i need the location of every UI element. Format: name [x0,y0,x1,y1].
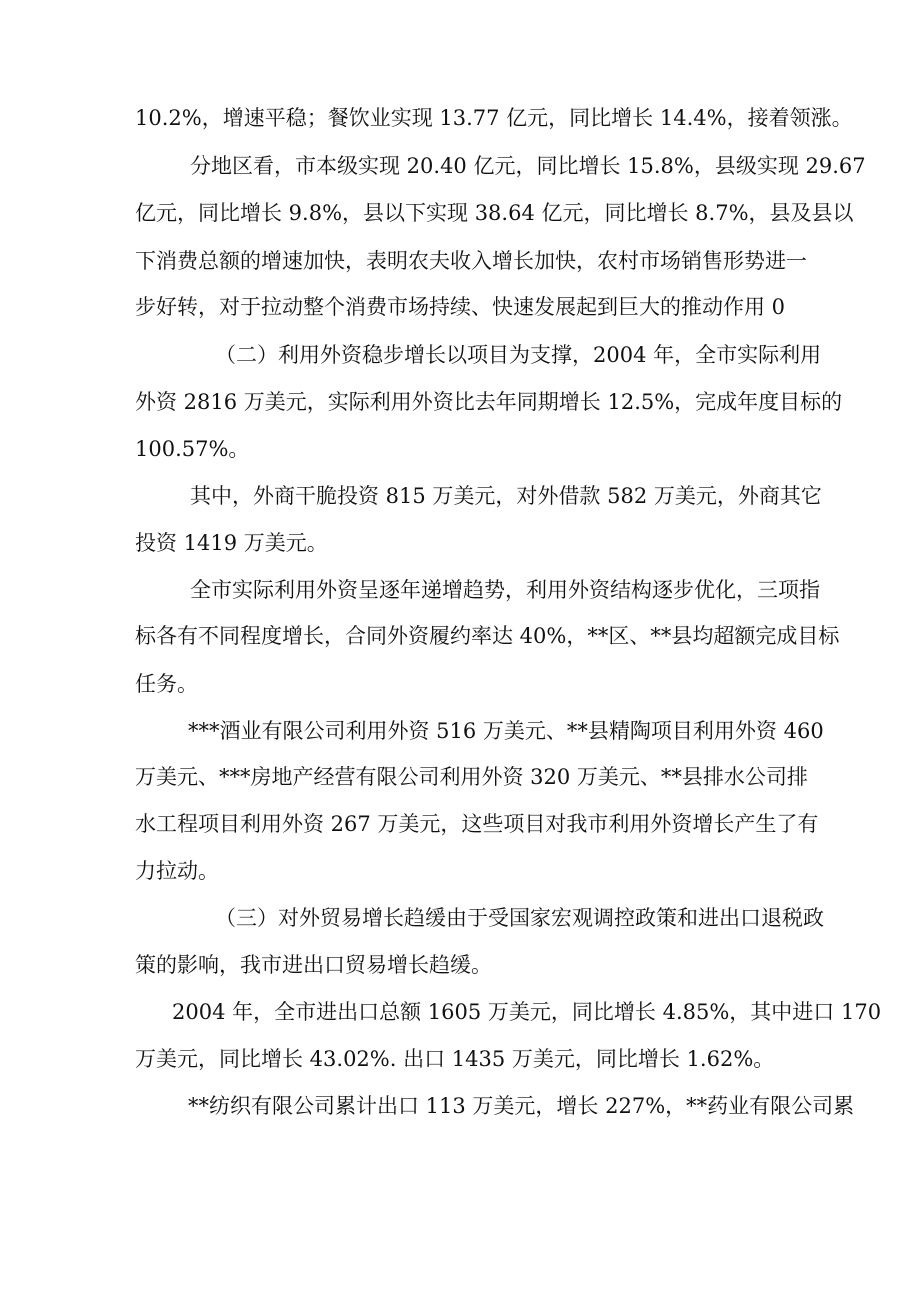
paragraph-3-line: 100.57%。 [135,437,250,461]
paragraph-7-line: 策的影响，我市进出口贸易增长趋缓。 [135,953,492,977]
paragraph-8-line: 2004 年，全市进出口总额 1605 万美元，同比增长 4.85%，其中进口 170 [172,1000,882,1024]
paragraph-5-line: 标各有不同程度增长，合同外资履约率达 40%，**区、**县均超额完成目标 [135,624,840,648]
paragraph-2-line: 分地区看，市本级实现 20.40 亿元，同比增长 15.8%，县级实现 29.67 [190,154,866,178]
paragraph-2-line: 步好转，对于拉动整个消费市场持续、快速发展起到巨大的推动作用 0 [135,295,786,319]
paragraph-3-line: 外资 2816 万美元，实际利用外资比去年同期增长 12.5%，完成年度目标的 [135,390,843,414]
paragraph-6-line: ***酒业有限公司利用外资 516 万美元、**县精陶项目利用外资 460 [188,719,824,743]
paragraph-1-line: 10.2%，增速平稳；餐饮业实现 13.77 亿元，同比增长 14.4%，接着领涨。 [135,106,853,130]
paragraph-7-line: （三）对外贸易增长趋缓由于受国家宏观调控政策和进出口退税政 [215,906,824,930]
paragraph-8-line: 万美元，同比增长 43.02%. 出口 1435 万美元，同比增长 1.62%。 [135,1047,775,1071]
paragraph-4-line: 投资 1419 万美元。 [135,531,328,555]
paragraph-2-line: 下消费总额的增速加快，表明农夫收入增长加快，农村市场销售形势进一 [135,249,807,273]
paragraph-4-line: 其中，外商干脆投资 815 万美元，对外借款 582 万美元，外商其它 [190,484,822,508]
paragraph-3-line: （二）利用外资稳步增长以项目为支撑，2004 年，全市实际利用 [215,343,822,367]
paragraph-5-line: 任务。 [135,672,198,696]
paragraph-9-line: **纺织有限公司累计出口 113 万美元，增长 227%，**药业有限公司累 [188,1094,855,1118]
paragraph-5-line: 全市实际利用外资呈逐年递增趋势，利用外资结构逐步优化，三项指 [190,578,820,602]
paragraph-2-line: 亿元，同比增长 9.8%，县以下实现 38.64 亿元，同比增长 8.7%，县及县以 [135,201,854,225]
paragraph-6-line: 水工程项目利用外资 267 万美元，这些项目对我市利用外资增长产生了有 [135,812,819,836]
paragraph-6-line: 力拉动。 [135,859,219,883]
paragraph-6-line: 万美元、***房地产经营有限公司利用外资 320 万美元、**县排水公司排 [135,765,808,789]
